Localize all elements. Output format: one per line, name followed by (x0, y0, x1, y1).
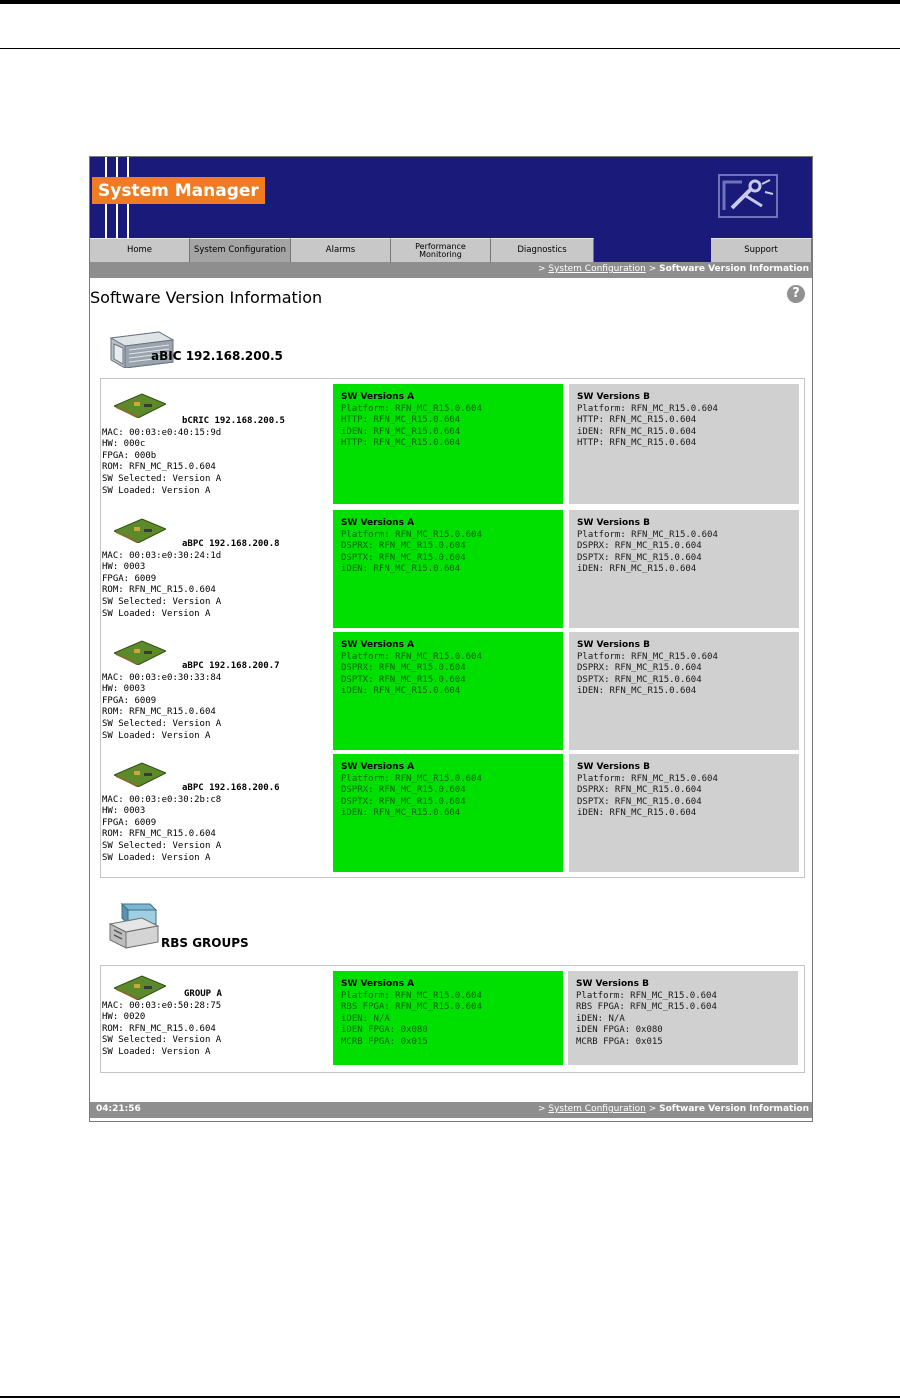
page-title: Software Version Information (90, 288, 323, 307)
tab-diagnostics[interactable]: Diagnostics (491, 238, 594, 262)
document-header-rule (0, 48, 900, 49)
main-nav (90, 238, 812, 262)
card-info: aBPC 192.168.200.6 MAC: 00:03:e0:30:2b:c8 HW: 0003 FPGA: 6009 ROM: RFN_MC_R15.0.604 SW Selected: Version A SW Loaded: Version A (102, 783, 280, 863)
card-name: aBPC 192.168.200.7 (182, 661, 280, 671)
rbs-group-info: GROUP A MAC: 00:03:e0:50:28:75 HW: 0020 ROM: RFN_MC_R15.0.604 SW Selected: Version A SW Loaded: Version A (102, 989, 222, 1057)
tab-support[interactable]: Support (711, 238, 812, 262)
sw-versions-b-box: SW Versions B Platform: RFN_MC_R15.0.604 RBS FPGA: RFN_MC_R15.0.604 iDEN: N/A iDEN FPGA: 0x080 MCRB FPGA: 0x015 (568, 971, 798, 1065)
footer-bar: 04:21:56 > System Configuration > Software Version Information (90, 1102, 812, 1118)
sw-versions-b-box: SW Versions B Platform: RFN_MC_R15.0.604 HTTP: RFN_MC_R15.0.604 iDEN: RFN_MC_R15.0.604 HTTP: RFN_MC_R15.0.604 (569, 384, 799, 504)
banner (90, 157, 812, 238)
card-name: aBPC 192.168.200.8 (182, 539, 280, 549)
footer-link-system-configuration[interactable]: System Configuration (548, 1104, 646, 1114)
document-bottom-rule (0, 1396, 900, 1398)
card-name: aBPC 192.168.200.6 (182, 783, 280, 793)
tab-system-configuration[interactable]: System Configuration (190, 238, 291, 262)
breadcrumb: > System Configuration > Software Version Information (90, 262, 812, 278)
circuit-board-icon (114, 392, 166, 418)
sw-versions-a-box: SW Versions A Platform: RFN_MC_R15.0.604 RBS FPGA: RFN_MC_R15.0.604 iDEN: N/A iDEN FPGA: 0x080 MCRB FPGA: 0x015 (333, 971, 563, 1065)
breadcrumb-current: Software Version Information (659, 264, 809, 274)
breadcrumb-link-system-configuration[interactable]: System Configuration (548, 264, 646, 274)
tab-alarms[interactable]: Alarms (291, 238, 391, 262)
app-logo: System Manager (92, 177, 265, 204)
help-icon[interactable]: ? (787, 285, 805, 303)
sw-versions-b-box: SW Versions B Platform: RFN_MC_R15.0.604 DSPRX: RFN_MC_R15.0.604 DSPTX: RFN_MC_R15.0.604 iDEN: RFN_MC_R15.0.604 (569, 754, 799, 872)
rbs-groups-label: RBS GROUPS (161, 936, 249, 950)
card-info: aBPC 192.168.200.7 MAC: 00:03:e0:30:33:84 HW: 0003 FPGA: 6009 ROM: RFN_MC_R15.0.604 SW Selected: Version A SW Loaded: Version A (102, 661, 280, 741)
sw-versions-a-box: SW Versions A Platform: RFN_MC_R15.0.604 DSPRX: RFN_MC_R15.0.604 DSPTX: RFN_MC_R15.0.604 iDEN: RFN_MC_R15.0.604 (333, 632, 563, 750)
sw-versions-b-box: SW Versions B Platform: RFN_MC_R15.0.604 DSPRX: RFN_MC_R15.0.604 DSPTX: RFN_MC_R15.0.604 iDEN: RFN_MC_R15.0.604 (569, 510, 799, 628)
sw-versions-b-box: SW Versions B Platform: RFN_MC_R15.0.604 DSPRX: RFN_MC_R15.0.604 DSPTX: RFN_MC_R15.0.604 iDEN: RFN_MC_R15.0.604 (569, 632, 799, 750)
sw-versions-a-box: SW Versions A Platform: RFN_MC_R15.0.604 HTTP: RFN_MC_R15.0.604 iDEN: RFN_MC_R15.0.604 HTTP: RFN_MC_R15.0.604 (333, 384, 563, 504)
tab-home[interactable]: Home (90, 238, 190, 262)
tools-icon (718, 174, 778, 218)
sw-versions-a-box: SW Versions A Platform: RFN_MC_R15.0.604 DSPRX: RFN_MC_R15.0.604 DSPTX: RFN_MC_R15.0.604 iDEN: RFN_MC_R15.0.604 (333, 754, 563, 872)
chassis-label: aBIC 192.168.200.5 (151, 349, 283, 363)
rbs-cabinet-icon (108, 902, 160, 950)
clock-time: 04:21:56 (96, 1104, 141, 1114)
document-top-rule (0, 0, 900, 4)
footer-breadcrumb-current: Software Version Information (659, 1104, 809, 1114)
rbs-group-name: GROUP A (184, 989, 222, 999)
tab-performance-monitoring[interactable]: Performance Monitoring (391, 238, 491, 262)
app-window (89, 156, 813, 1122)
sw-versions-a-box: SW Versions A Platform: RFN_MC_R15.0.604 DSPRX: RFN_MC_R15.0.604 DSPTX: RFN_MC_R15.0.604 iDEN: RFN_MC_R15.0.604 (333, 510, 563, 628)
card-info: bCRIC 192.168.200.5 MAC: 00:03:e0:40:15:9d HW: 000c FPGA: 000b ROM: RFN_MC_R15.0.604 SW Selected: Version A SW Loaded: Version A (102, 416, 285, 496)
card-name: bCRIC 192.168.200.5 (182, 416, 285, 426)
card-info: aBPC 192.168.200.8 MAC: 00:03:e0:30:24:1d HW: 0003 FPGA: 6009 ROM: RFN_MC_R15.0.604 SW Selected: Version A SW Loaded: Version A (102, 539, 280, 619)
